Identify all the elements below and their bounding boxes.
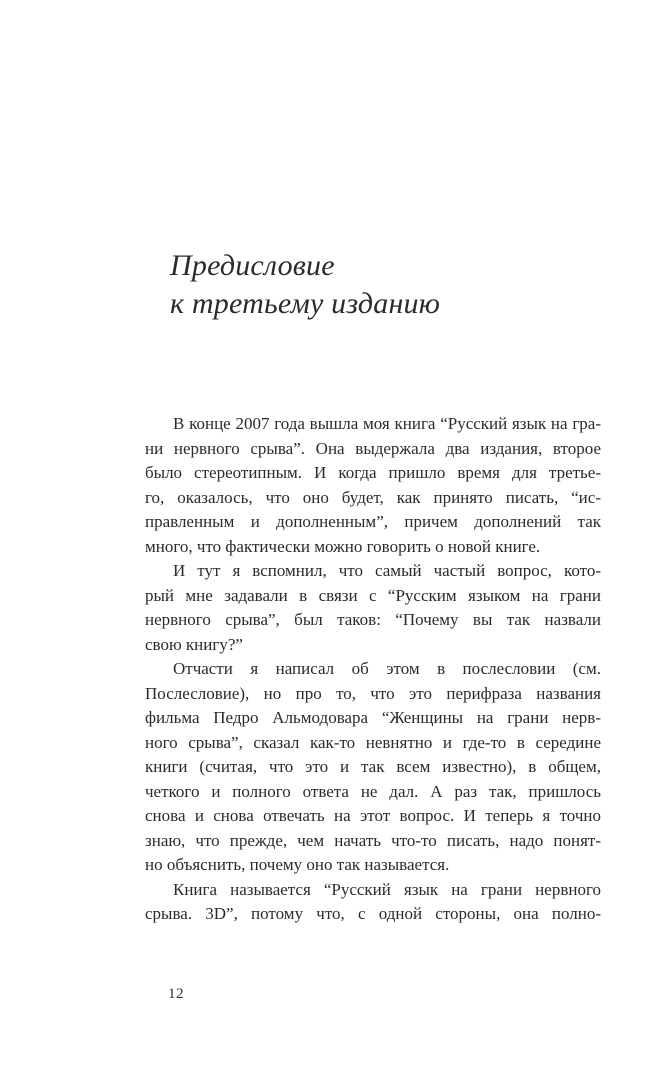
text-line: свою книгу?”: [145, 634, 243, 654]
text-line: много, что фактически можно говорить о новой книге.: [145, 536, 541, 556]
text-line: нервного срыва”, был таков: “Почему вы так назвали: [145, 610, 601, 629]
text-line: Послесловие), но про то, что это перифраза названия: [145, 683, 601, 703]
chapter-title-line-1: Предисловие: [170, 249, 335, 282]
text-line: знаю, что прежде, чем начать что-то писать, надо понят-: [145, 830, 601, 850]
text-line: было стереотипным. И когда пришло время для третье-: [145, 463, 601, 482]
text-line: но объяснить, почему оно так называется.: [145, 855, 450, 874]
text-line: фильма Педро Альмодовара “Женщины на грани нерв-: [145, 708, 601, 727]
text-line: снова и снова отвечать на этот вопрос. И теперь я точно: [145, 806, 601, 825]
paragraph-1: [145, 412, 601, 559]
text-line: И тут я вспомнил, что самый частый вопрос, кото-: [173, 561, 601, 580]
paragraph-4: [145, 878, 601, 927]
page-number: 12: [168, 986, 184, 1002]
text-line: В конце 2007 года вышла моя книга “Русский язык на гра-: [173, 414, 601, 433]
text-line: Отчасти я написал об этом в послесловии (см.: [173, 659, 601, 678]
body-text: [145, 412, 601, 927]
text-line: четкого и полного ответа не дал. А раз так, пришлось: [145, 781, 601, 801]
text-line: го, оказалось, что оно будет, как принято писать, “ис-: [145, 487, 601, 507]
text-line: ни нервного срыва”. Она выдержала два издания, второе: [145, 438, 601, 458]
chapter-title-line-2: к третьему изданию: [170, 287, 441, 320]
text-line: книги (считая, что это и так всем известно), в общем,: [145, 757, 601, 776]
chapter-title: [170, 247, 440, 323]
text-line: ного срыва”, сказал как-то невнятно и где-то в середине: [145, 732, 601, 752]
text-line: рый мне задавали в связи с “Русским языком на грани: [145, 585, 601, 605]
text-line: Книга называется “Русский язык на грани нервного: [173, 879, 601, 899]
text-line: срыва. 3D”, потому что, с одной стороны, она полно-: [145, 904, 601, 923]
paragraph-2: [145, 559, 601, 657]
text-line: правленным и дополненным”, причем дополнений так: [145, 512, 601, 531]
paragraph-3: [145, 657, 601, 878]
